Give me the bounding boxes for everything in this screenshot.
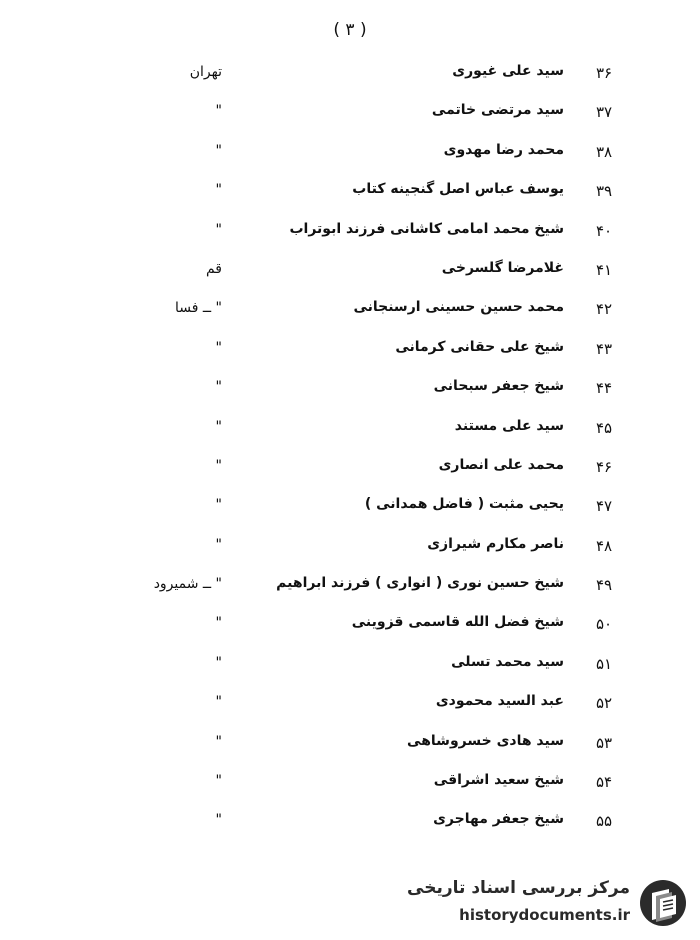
- entry-name: شیخ سعید اشراقی: [433, 772, 564, 789]
- entry-number: ۵۳: [595, 733, 613, 752]
- entry-number: ۴۹: [595, 576, 613, 595]
- entry-number: ۳۹: [595, 182, 613, 201]
- list-item: [0, 570, 700, 609]
- entry-place: ": [215, 536, 222, 553]
- entry-name: محمد علی انصاری: [438, 456, 564, 473]
- list-item: [0, 649, 700, 688]
- entry-place: ": [215, 379, 222, 396]
- entry-number: ۴۷: [595, 497, 613, 516]
- list-item: [0, 176, 700, 215]
- entry-place: " ــ فسا: [175, 300, 222, 317]
- entry-name: ناصر مکارم شیرازی: [427, 535, 564, 552]
- entry-place: ": [215, 615, 222, 632]
- list-item: [0, 216, 700, 255]
- list-item: [0, 334, 700, 373]
- entry-number: ۵۴: [595, 773, 613, 792]
- entry-number: ۴۲: [595, 300, 613, 319]
- entry-place: تهران: [189, 64, 222, 80]
- entry-name: سید علی غیوری: [452, 63, 564, 79]
- entry-place: قم: [205, 260, 222, 277]
- watermark-url[interactable]: historydocuments.ir: [459, 906, 630, 924]
- entry-name: غلامرضا گلسرخی: [441, 259, 564, 276]
- entry-name: سید مرتضی خاتمی: [431, 102, 564, 119]
- entry-place: ": [215, 182, 222, 199]
- entry-place: ": [215, 812, 222, 829]
- page-number: ( ۳ ): [333, 20, 367, 40]
- entry-name: شیخ فضل الله قاسمی قزوینی: [351, 614, 564, 631]
- list-item: [0, 609, 700, 648]
- list-item: [0, 728, 700, 767]
- entry-place: ": [215, 497, 222, 514]
- entry-place: ": [215, 773, 222, 790]
- entry-number: ۴۰: [595, 221, 613, 240]
- entry-place: ": [215, 694, 222, 711]
- entry-place: " ــ شمیرود: [153, 576, 222, 593]
- list-item: [0, 137, 700, 176]
- list-item: [0, 97, 700, 136]
- list-item: [0, 806, 700, 845]
- entry-number: ۳۷: [595, 103, 613, 122]
- entry-place: ": [215, 339, 222, 356]
- entry-place: ": [215, 654, 222, 671]
- entry-place: ": [215, 103, 222, 120]
- entry-number: ۵۱: [595, 654, 613, 673]
- entry-name: سید محمد تسلی: [451, 653, 564, 670]
- entry-place: ": [215, 221, 222, 238]
- watermark: [400, 876, 690, 934]
- archive-logo-icon: [638, 878, 688, 928]
- entry-name: شیخ علی حقانی کرمانی: [395, 338, 564, 355]
- entry-number: ۴۶: [595, 457, 613, 476]
- list-item: [0, 452, 700, 491]
- entry-name: یوسف عباس اصل گنجینه کتاب: [352, 181, 564, 198]
- entry-name: شیخ جعفر مهاجری: [433, 811, 564, 828]
- list-item: [0, 688, 700, 727]
- entry-number: ۵۵: [595, 812, 613, 831]
- entry-name: شیخ محمد امامی کاشانی فرزند ابوتراب: [289, 220, 564, 237]
- entry-name: شیخ حسین نوری ( انواری ) فرزند ابراهیم: [276, 575, 564, 592]
- entry-number: ۵۲: [595, 694, 613, 713]
- entry-place: ": [215, 733, 222, 750]
- entry-name: محمد حسین حسینی ارسنجانی: [353, 299, 564, 316]
- entry-name: یحیی مثبت ( فاضل همدانی ): [364, 496, 564, 513]
- watermark-title: مرکز بررسی اسناد تاریخی: [407, 878, 630, 898]
- entry-number: ۵۰: [595, 615, 613, 634]
- list-item: [0, 294, 700, 333]
- list-item: [0, 491, 700, 530]
- entry-number: ۴۵: [595, 418, 613, 437]
- entry-place: ": [215, 142, 222, 159]
- list-item: [0, 531, 700, 570]
- name-list: [0, 58, 700, 846]
- entry-name: عبد السید محمودی: [435, 693, 564, 710]
- entry-number: ۴۱: [595, 260, 613, 279]
- entry-number: ۴۴: [595, 379, 613, 398]
- entry-number: ۳۸: [595, 142, 613, 161]
- entry-name: محمد رضا مهدوی: [443, 141, 564, 158]
- entry-name: سید علی مستند: [454, 417, 564, 434]
- entry-place: ": [215, 457, 222, 474]
- entry-name: سید هادی خسروشاهی: [407, 732, 564, 749]
- list-item: [0, 255, 700, 294]
- list-item: [0, 413, 700, 452]
- entry-number: ۴۸: [595, 536, 613, 555]
- entry-name: شیخ جعفر سبحانی: [433, 378, 564, 395]
- entry-number: ۴۳: [595, 339, 613, 358]
- list-item: [0, 373, 700, 412]
- entry-place: ": [215, 418, 222, 435]
- list-item: [0, 58, 700, 97]
- list-item: [0, 767, 700, 806]
- entry-number: ۳۶: [595, 64, 613, 82]
